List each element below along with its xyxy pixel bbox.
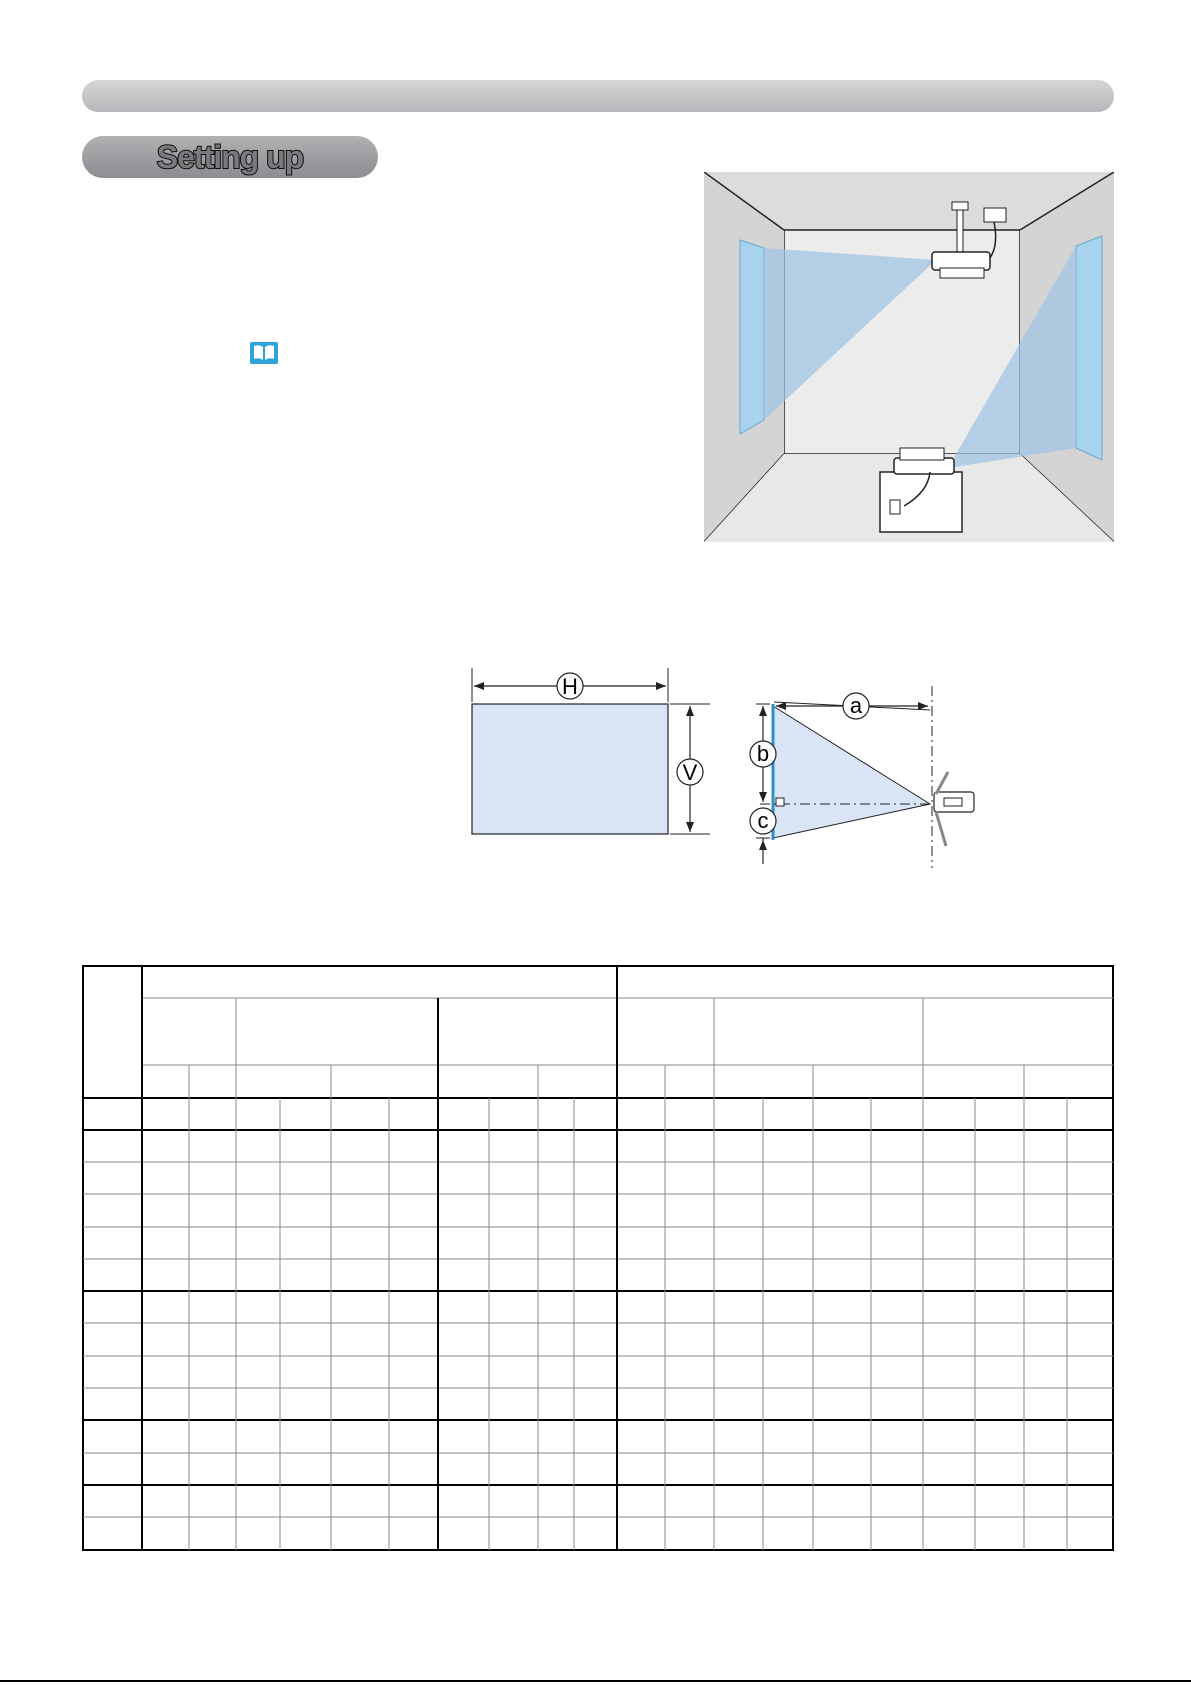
width-label: H — [562, 674, 578, 699]
book-icon — [250, 342, 278, 364]
section-tab — [82, 136, 378, 178]
bottom-rule — [0, 1680, 1191, 1682]
lower-label: c — [757, 808, 769, 833]
height-label: V — [682, 760, 698, 785]
upper-label: b — [756, 741, 770, 766]
projection-size-table — [82, 965, 1114, 1551]
section-title: Setting up — [156, 138, 304, 175]
page-header-bar — [82, 80, 1114, 112]
distance-label: a — [849, 693, 863, 718]
projection-dimension-diagram — [470, 668, 990, 868]
room-illustration — [704, 172, 1114, 542]
